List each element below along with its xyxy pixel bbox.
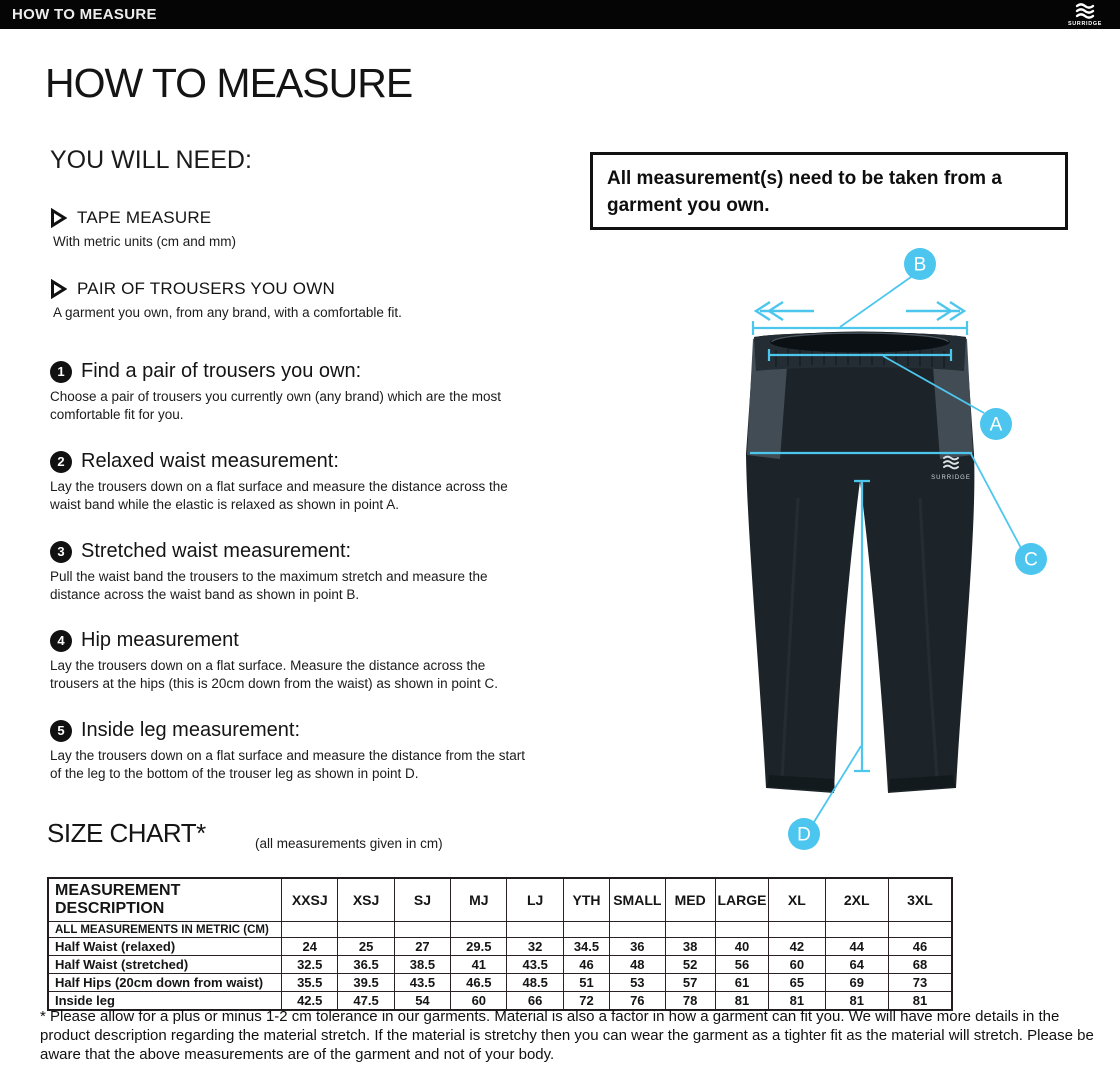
size-chart-cell: 41 [451, 956, 507, 974]
size-chart-cell: 76 [610, 992, 665, 1011]
size-chart-col-header: XL [769, 878, 825, 922]
size-chart-cell: 38 [665, 938, 715, 956]
size-chart-cell: 56 [715, 956, 768, 974]
header-title: HOW TO MEASURE [12, 6, 157, 23]
need-item-detail: With metric units (cm and mm) [53, 234, 237, 249]
size-chart-col-header: LARGE [715, 878, 768, 922]
size-chart-cell: 42 [769, 938, 825, 956]
size-chart-col-header: MED [665, 878, 715, 922]
size-chart-note-empty-cell [888, 922, 952, 938]
step-body: Choose a pair of trousers you currently own (any brand) which are the most comfortable fit for you. [50, 389, 501, 423]
step-number-badge: 5 [50, 720, 72, 742]
step-heading: Stretched waist measurement: [81, 540, 352, 562]
need-item-label: PAIR OF TROUSERS YOU OWN [77, 279, 335, 298]
size-chart-cell: 46.5 [451, 974, 507, 992]
size-chart-cell: 64 [825, 956, 888, 974]
size-chart-cell: 73 [888, 974, 952, 992]
size-chart-cell: 81 [715, 992, 768, 1011]
size-chart-cell: 81 [825, 992, 888, 1011]
size-chart-col-header: SJ [394, 878, 450, 922]
size-chart-row-label: Half Waist (stretched) [48, 956, 282, 974]
size-chart-note: ALL MEASUREMENTS IN METRIC (CM) [48, 922, 282, 938]
size-chart-heading: SIZE CHART* [47, 818, 206, 848]
size-chart-note-empty-cell [451, 922, 507, 938]
triangle-bullet-icon [50, 279, 67, 299]
need-item-label: TAPE MEASURE [77, 208, 212, 227]
size-chart-cell: 72 [563, 992, 609, 1011]
size-chart-col-header: 3XL [888, 878, 952, 922]
size-chart-cell: 81 [888, 992, 952, 1011]
need-item-tape-measure [50, 208, 211, 228]
trousers-measurement-diagram [690, 238, 1120, 870]
step-heading: Hip measurement [81, 629, 239, 651]
pointer-b [840, 277, 911, 327]
top-header-bar [0, 0, 1120, 29]
step-body: Pull the waist band the trousers to the maximum stretch and measure the distance across the waist band as shown in point B. [50, 569, 488, 603]
size-chart-row-label: Half Hips (20cm down from waist) [48, 974, 282, 992]
size-chart-desc-header: MEASUREMENT DESCRIPTION [48, 878, 282, 922]
size-chart-note-empty-cell [507, 922, 563, 938]
size-chart-cell: 42.5 [282, 992, 338, 1011]
step-number-badge: 2 [50, 451, 72, 473]
size-chart-cell: 48 [610, 956, 665, 974]
step-1 [50, 360, 540, 424]
trousers-illustration [746, 332, 974, 794]
size-chart-cell: 78 [665, 992, 715, 1011]
step-number-badge: 1 [50, 361, 72, 383]
you-will-need-heading: YOU WILL NEED: [50, 146, 252, 174]
tolerance-footnote: * Please allow for a plus or minus 1-2 cm tolerance in our garments. Material is also a factor in how a garment can fit you. We will have more details in the product description regarding the material stretch. If the material is stretchy then you can wear the garment as a tighter fit as the material will stretch. Please be aware that the above measurements are of the garment and not of your body. [40, 1008, 1094, 1064]
size-chart-row [48, 974, 952, 992]
size-chart-cell: 25 [338, 938, 394, 956]
size-chart-cell: 39.5 [338, 974, 394, 992]
step-5 [50, 719, 540, 783]
size-chart-cell: 47.5 [338, 992, 394, 1011]
label-d: D [797, 824, 811, 846]
size-chart-cell: 46 [563, 956, 609, 974]
label-c: C [1024, 549, 1038, 571]
size-chart-table [47, 877, 953, 1011]
size-chart-note-empty-cell [769, 922, 825, 938]
size-chart-col-header: XXSJ [282, 878, 338, 922]
step-body: Lay the trousers down on a flat surface. Measure the distance across the trousers at the hips (this is 20cm down from the waist) as shown in point C. [50, 658, 498, 692]
svg-text:SURRIDGE: SURRIDGE [931, 475, 971, 481]
step-heading: Relaxed waist measurement: [81, 450, 339, 472]
size-chart-note-row [48, 922, 952, 938]
size-chart-note-empty-cell [394, 922, 450, 938]
size-chart-cell: 65 [769, 974, 825, 992]
label-a: A [989, 414, 1003, 436]
size-chart-cell: 60 [769, 956, 825, 974]
size-chart-cell: 57 [665, 974, 715, 992]
step-number-badge: 3 [50, 541, 72, 563]
size-chart-subheading: (all measurements given in cm) [255, 836, 443, 851]
size-chart-col-header: MJ [451, 878, 507, 922]
size-chart-cell: 34.5 [563, 938, 609, 956]
size-chart-col-header: 2XL [825, 878, 888, 922]
size-chart-cell: 44 [825, 938, 888, 956]
size-chart-cell: 40 [715, 938, 768, 956]
step-2 [50, 450, 540, 514]
size-chart-note-empty-cell [825, 922, 888, 938]
size-chart-col-header: LJ [507, 878, 563, 922]
step-body: Lay the trousers down on a flat surface and measure the distance across the waist band while the elastic is relaxed as shown in point A. [50, 479, 508, 513]
size-chart-cell: 61 [715, 974, 768, 992]
size-chart-row-label: Half Waist (relaxed) [48, 938, 282, 956]
size-chart-note-empty-cell [563, 922, 609, 938]
size-chart-cell: 54 [394, 992, 450, 1011]
size-chart-cell: 53 [610, 974, 665, 992]
size-chart-col-header: XSJ [338, 878, 394, 922]
step-3 [50, 540, 540, 604]
need-item-trousers [50, 279, 335, 299]
svg-text:SURRIDGE: SURRIDGE [1067, 21, 1103, 27]
size-chart-cell: 36 [610, 938, 665, 956]
size-chart-cell: 52 [665, 956, 715, 974]
size-chart-cell: 38.5 [394, 956, 450, 974]
pointer-c [971, 454, 1021, 548]
size-chart-header-row [48, 878, 952, 922]
size-chart-row [48, 956, 952, 974]
size-chart-cell: 27 [394, 938, 450, 956]
size-chart-col-header: YTH [563, 878, 609, 922]
stretch-arrows [756, 302, 964, 320]
size-chart-cell: 51 [563, 974, 609, 992]
size-chart-note-empty-cell [610, 922, 665, 938]
size-chart-cell: 46 [888, 938, 952, 956]
size-chart-row-label: Inside leg [48, 992, 282, 1011]
size-chart-cell: 29.5 [451, 938, 507, 956]
size-chart-note-empty-cell [665, 922, 715, 938]
size-chart-note-empty-cell [338, 922, 394, 938]
size-chart-cell: 32.5 [282, 956, 338, 974]
size-chart-cell: 69 [825, 974, 888, 992]
size-chart-cell: 66 [507, 992, 563, 1011]
trousers-diagram-svg [690, 238, 1120, 870]
need-item-detail: A garment you own, from any brand, with a comfortable fit. [53, 305, 402, 320]
size-chart-cell: 36.5 [338, 956, 394, 974]
step-body: Lay the trousers down on a flat surface and measure the distance from the start of the leg to the bottom of the trouser leg as shown in point D. [50, 748, 526, 782]
step-4 [50, 629, 540, 693]
size-chart-note-empty-cell [282, 922, 338, 938]
size-chart-cell: 35.5 [282, 974, 338, 992]
size-chart-col-header: SMALL [610, 878, 665, 922]
callout-note: All measurement(s) need to be taken from a garment you own. [590, 152, 1068, 230]
step-number-badge: 4 [50, 630, 72, 652]
size-chart-row [48, 938, 952, 956]
label-b: B [913, 254, 927, 276]
size-chart-cell: 24 [282, 938, 338, 956]
size-chart-cell: 60 [451, 992, 507, 1011]
size-chart-cell: 32 [507, 938, 563, 956]
size-chart-cell: 43.5 [394, 974, 450, 992]
surridge-logo-svg [1060, 1, 1110, 28]
size-chart-cell: 43.5 [507, 956, 563, 974]
surridge-logo-icon [1060, 1, 1110, 28]
step-heading: Find a pair of trousers you own: [81, 360, 362, 382]
step-heading: Inside leg measurement: [81, 719, 301, 741]
triangle-bullet-icon [50, 208, 67, 228]
size-chart-note-empty-cell [715, 922, 768, 938]
size-chart-cell: 81 [769, 992, 825, 1011]
page-title: HOW TO MEASURE [45, 60, 413, 106]
size-chart-cell: 48.5 [507, 974, 563, 992]
size-chart-cell: 68 [888, 956, 952, 974]
